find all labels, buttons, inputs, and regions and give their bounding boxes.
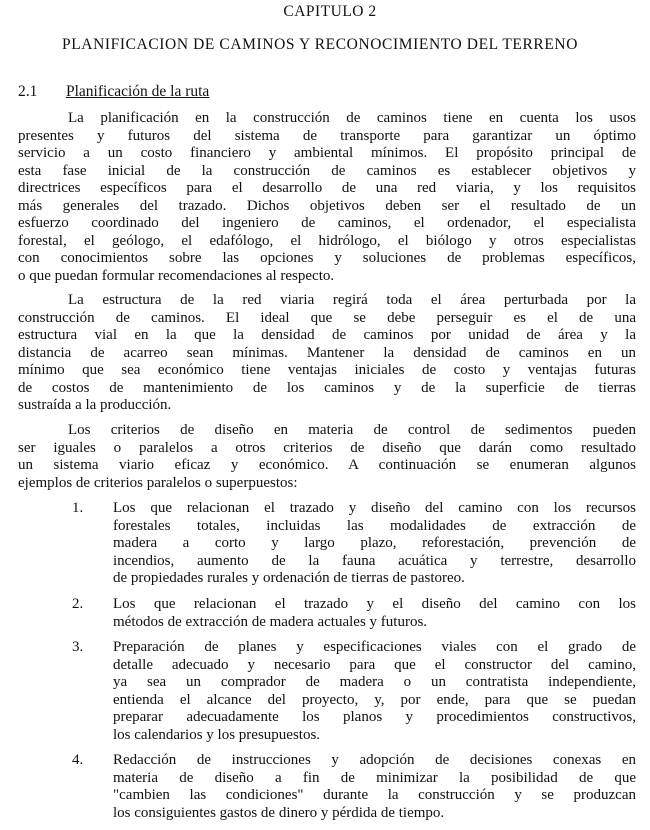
text-line: presentes y futuros del sistema de transporte para garantizar un óptimo — [18, 127, 636, 144]
section-title: Planificación de la ruta — [66, 83, 210, 100]
text-line: construcción de caminos. El ideal que se debe perseguir es el de una — [18, 309, 636, 326]
text-line: entienda el alcance del proyecto, y, por ende, para que se puedan — [113, 691, 636, 708]
text-line: preparar adecuadamente los planos y procedimientos constructivos, — [113, 709, 636, 725]
text-line: los consiguientes gastos de dinero y pérdida de tiempo. — [113, 804, 445, 821]
list-item — [113, 752, 636, 822]
text-line: estructura vial en la que la densidad de caminos por unidad de área y la — [18, 327, 636, 343]
text-line: esfuerzo coordinado del ingeniero de caminos, el ordenador, el especialista — [18, 215, 636, 231]
text-line: de propiedades rurales y ordenación de tierras de pastoreo. — [113, 570, 465, 586]
list-item — [113, 500, 636, 588]
text-line: incendios, aumento de la fauna acuática y terrestre, desarrollo — [113, 552, 636, 569]
list-item-number: 1. — [72, 500, 84, 516]
text-line: sustraída a la producción. — [18, 397, 172, 413]
paragraph — [18, 110, 636, 285]
list-item-number: 3. — [72, 639, 84, 655]
text-line: un sistema viario eficaz y económico. A continuación se enumeran algunos — [18, 457, 636, 473]
text-line: forestales totales, incluidas las modalidades de extracción de — [113, 517, 636, 534]
paragraph — [18, 292, 636, 415]
text-line: con conocimientos sobre las opciones y soluciones de problemas específicos, — [18, 250, 636, 266]
text-line: o que puedan formular recomendaciones al respecto. — [18, 267, 335, 284]
list-item-number: 2. — [72, 596, 84, 612]
text-line: forestal, el geólogo, el edafólogo, el hidrólogo, el biólogo y otros especialistas — [18, 232, 636, 249]
text-line: distancia de acarreo sean mínimas. Mantener la densidad de caminos en un — [18, 344, 636, 361]
list-item — [113, 596, 636, 631]
text-line: esta fase inicial de la construcción de caminos es establecer objetivos y — [18, 162, 636, 179]
text-line: "cambien las condiciones" durante la construcción y se produzcan — [113, 787, 636, 803]
text-line: de costos de mantenimiento de los caminos y de la superficie de tierras — [18, 379, 636, 396]
list-item-number: 4. — [72, 752, 84, 768]
text-line: Redacción de instrucciones y adopción de decisiones conexas en — [113, 752, 636, 768]
chapter-title: PLANIFICACION DE CAMINOS Y RECONOCIMIENTO DEL TERRENO — [61, 36, 579, 53]
text-line: ser iguales o paralelos a otros criterios de diseño que darán como resultado — [18, 439, 636, 456]
text-line: los calendarios y los presupuestos. — [113, 726, 321, 743]
list-item — [113, 639, 636, 744]
text-line: servicio a un costo financiero y ambiental mínimos. El propósito principal de — [18, 145, 636, 161]
text-line: La estructura de la red viaria regirá toda el área perturbada por la — [68, 292, 636, 308]
text-line: La planificación en la construcción de caminos tiene en cuenta los usos — [68, 110, 636, 126]
paragraph — [18, 422, 636, 492]
text-line: Los criterios de diseño en materia de control de sedimentos pueden — [68, 422, 636, 438]
text-line: más generales del trazado. Dichos objetivos deben ser el resultado de un — [18, 197, 636, 214]
text-line: ejemplos de criterios paralelos o superpuestos: — [18, 474, 298, 491]
text-line: directrices específicos para el desarrollo de una red viaria, y los requisitos — [18, 180, 636, 196]
text-line: métodos de extracción de madera actuales y futuros. — [113, 613, 428, 630]
chapter-heading: CAPITULO 2 — [283, 3, 377, 20]
text-line: mínimo que sea económico tiene ventajas iniciales de costo y ventajas futuras — [18, 362, 636, 378]
text-line: Preparación de planes y especificaciones viales con el grado de — [113, 639, 636, 655]
text-line: ya sea un comprador de madera o un contratista independiente, — [113, 674, 636, 690]
text-line: materia de diseño a fin de minimizar la posibilidad de que — [113, 769, 636, 786]
section-number: 2.1 — [18, 83, 38, 100]
text-line: madera a corto y largo plazo, reforestación, prevención de — [113, 535, 636, 551]
text-line: detalle adecuado y necesario para que el constructor del camino, — [113, 656, 636, 673]
text-line: Los que relacionan el trazado y diseño del camino con los recursos — [113, 500, 636, 516]
text-line: Los que relacionan el trazado y el diseño del camino con los — [113, 596, 636, 612]
